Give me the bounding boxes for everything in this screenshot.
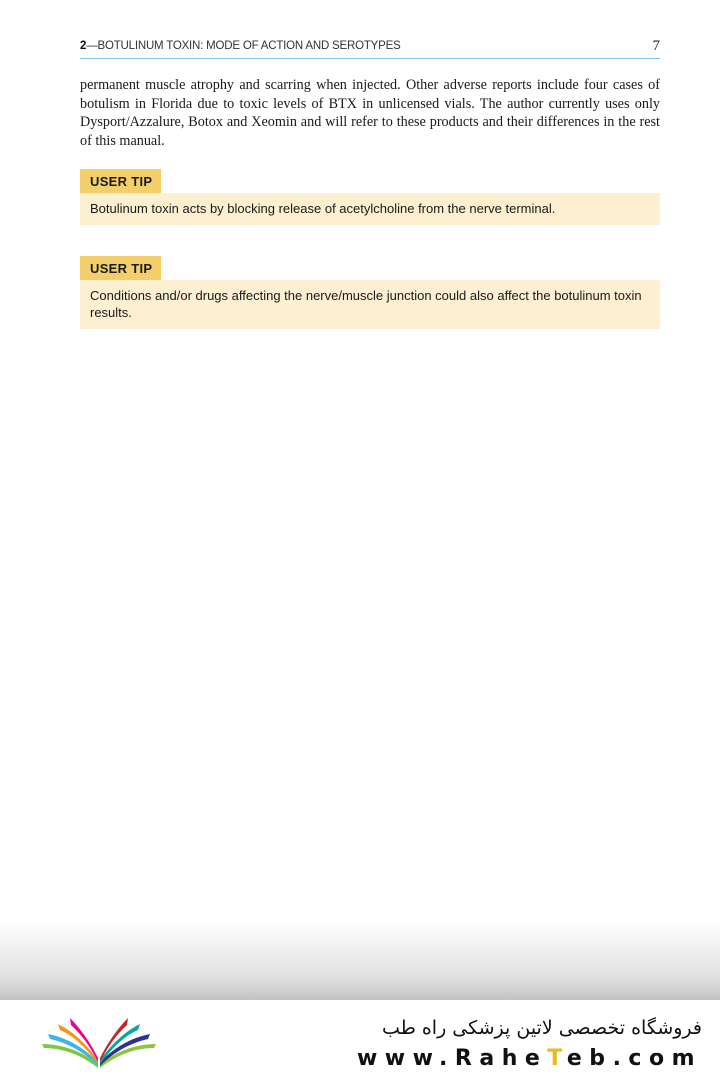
store-footer-banner [0,1000,720,1080]
page-number: 7 [652,38,660,54]
chapter-title-text: —BOTULINUM TOXIN: MODE OF ACTION AND SEROTYPES [86,40,401,52]
user-tip-2 [80,256,660,329]
store-name: فروشگاه تخصصی لاتین پزشکی راه طب [382,1017,702,1039]
chapter-number: 2 [80,40,87,52]
url-suffix: .com [612,1046,702,1071]
url-t: T [547,1046,567,1071]
url-prefix: www. [356,1046,455,1071]
store-url[interactable] [357,1046,702,1071]
body-paragraph: permanent muscle atrophy and scarring when injected. Other adverse reports include four cases of botulism in Florida due to toxic levels of BTX in unlicensed vials. The author currently uses only Dysport/Azzalure, Botox and Xeomin and will refer to these products and their differences in the rest of this manual. [80,77,660,149]
page-bottom-shadow [0,920,720,1002]
open-book-logo-icon [38,1014,160,1072]
user-tip-text: Conditions and/or drugs affecting the nerve/muscle junction could also affect the botulinum toxin results. [80,280,660,329]
running-header [80,38,660,59]
user-tip-text: Botulinum toxin acts by blocking release of acetylcholine from the nerve terminal. [80,193,660,225]
chapter-title [80,40,401,52]
url-mid-1: ahe [479,1046,548,1071]
user-tip-1 [80,169,660,225]
url-r: R [454,1046,480,1071]
user-tip-label: USER TIP [80,169,161,193]
url-mid-2: eb [566,1046,613,1071]
user-tip-label: USER TIP [80,256,161,280]
